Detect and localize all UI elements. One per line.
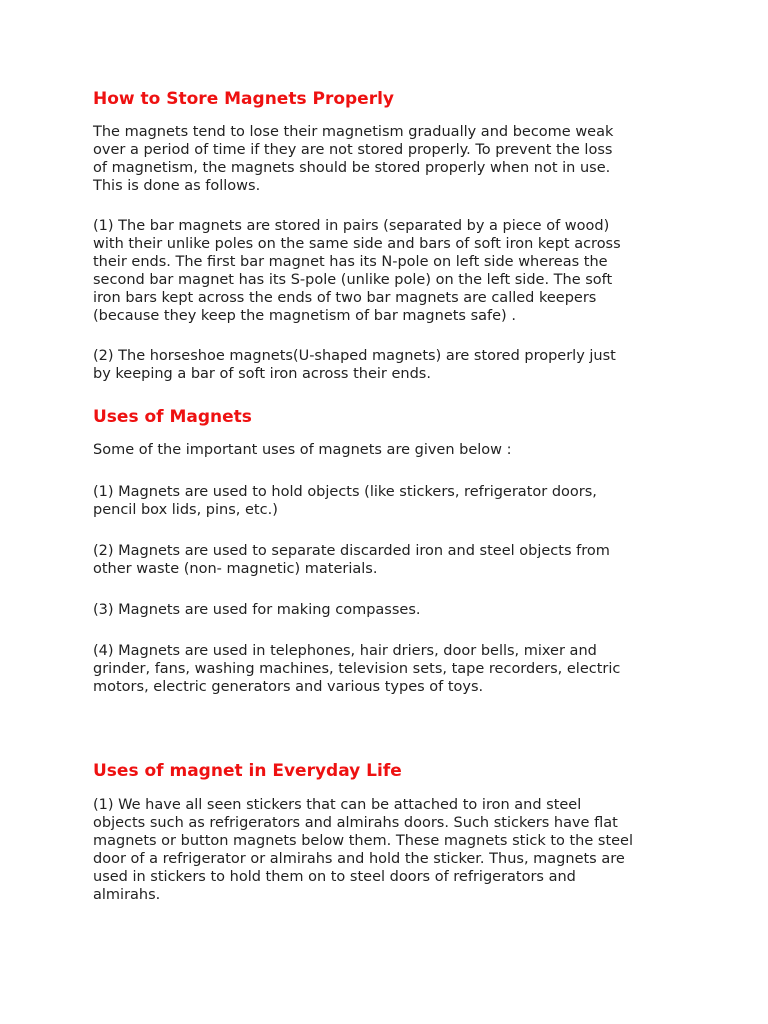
section-heading-store-magnets: How to Store Magnets Properly [93, 89, 395, 109]
paragraph-uses-intro: Some of the important uses of magnets are given below : [93, 442, 512, 458]
list-item-use-3: (3) Magnets are used for making compasses. [93, 602, 421, 618]
section-heading-everyday-life: Uses of magnet in Everyday Life [93, 761, 402, 781]
list-item-use-4: (4) Magnets are used in telephones, hair driers, door bells, mixer and grinder, fans, washing machines, television sets, tape recorders, electric motors, electric generators and various types of toys. [93, 643, 621, 695]
section-heading-uses: Uses of Magnets [93, 407, 252, 427]
paragraph-intro: The magnets tend to lose their magnetism gradually and become weak over a period of time if they are not stored properly. To prevent the loss of magnetism, the magnets should be stored properly when not in use. This is done as follows. [93, 124, 614, 194]
paragraph-bar-magnets: (1) The bar magnets are stored in pairs (separated by a piece of wood) with their unlike poles on the same side and bars of soft iron kept across their ends. The first bar magnet has its N-pole on left side whereas the second bar magnet has its S-pole (unlike pole) on the left side. The soft iron bars kept across the ends of two bar magnets are called keepers (because they keep the magnetism of bar magnets safe) . [93, 218, 621, 324]
paragraph-stickers: (1) We have all seen stickers that can be attached to iron and steel objects such as refrigerators and almirahs doors. Such stickers have flat magnets or button magnets below them. These magnets stick to the steel door of a refrigerator or almirahs and hold the sticker. Thus, magnets are used in stickers to hold them on to steel doors of refrigerators and almirahs. [93, 797, 634, 903]
list-item-use-2: (2) Magnets are used to separate discarded iron and steel objects from other waste (non- magnetic) materials. [93, 543, 610, 577]
list-item-use-1: (1) Magnets are used to hold objects (like stickers, refrigerator doors, pencil box lids, pins, etc.) [93, 484, 597, 518]
paragraph-horseshoe-magnets: (2) The horseshoe magnets(U-shaped magnets) are stored properly just by keeping a bar of soft iron across their ends. [93, 348, 616, 382]
